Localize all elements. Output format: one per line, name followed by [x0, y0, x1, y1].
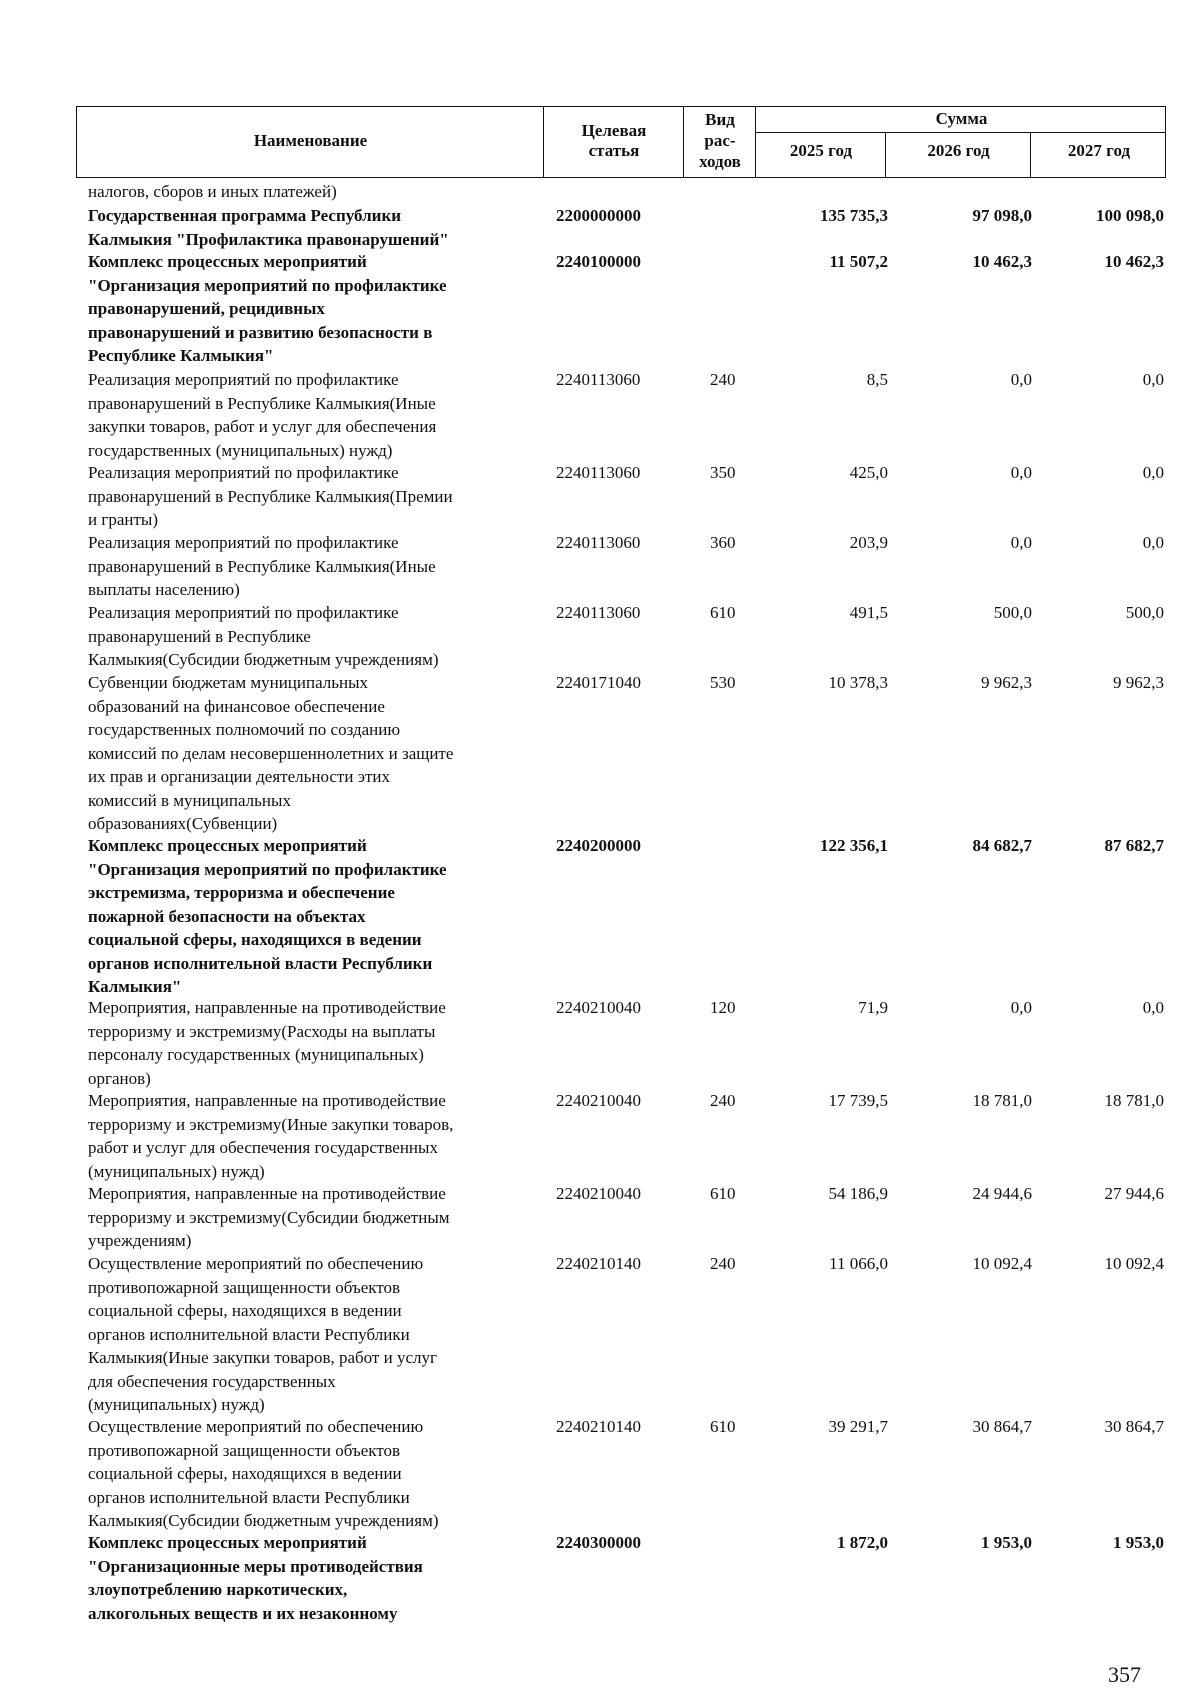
header-year-2025: 2025 год [789, 141, 853, 160]
row-name-line: работ и услуг для обеспечения государственных [88, 1138, 438, 1157]
row-name-line: правонарушений в Республике [88, 626, 311, 646]
row-name-line: Мероприятия, направленные на противодействие [88, 998, 446, 1017]
row-name-line: государственных (муниципальных) нужд) [88, 440, 393, 460]
row-expense-type: 610 [710, 1417, 736, 1436]
row-name-line: Государственная программа Республики [88, 206, 402, 225]
row-name [88, 1182, 538, 1253]
row-name-line: и гранты) [88, 510, 158, 529]
row-name-line: терроризму и экстремизму(Расходы на выплаты [88, 1021, 436, 1041]
row-name-line: (муниципальных) нужд) [88, 1395, 265, 1414]
row-sum-2027: 10 462,3 [1104, 252, 1164, 271]
row-name-line: образований на финансовое обеспечение [88, 696, 385, 716]
row-expense-type: 350 [710, 463, 736, 482]
row-name-line: их прав и организации деятельности этих [88, 767, 391, 786]
row-sum-2026: 1 953,0 [981, 1533, 1032, 1552]
row-name-line: налогов, сборов и иных платежей) [88, 182, 337, 201]
row-name [88, 531, 538, 602]
row-name-line: терроризму и экстремизму(Иные закупки товаров, [88, 1114, 454, 1134]
row-target-article: 2240210040 [556, 998, 641, 1017]
row-name-line: выплаты населению) [88, 580, 240, 599]
row-name [88, 368, 538, 462]
row-name-line: "Организация мероприятий по профилактике [88, 859, 447, 879]
row-name-line: органов) [88, 1068, 151, 1088]
row-expense-type: 240 [710, 370, 736, 389]
row-name-line: социальной сферы, находящихся в ведении [88, 930, 422, 949]
row-sum-2025: 39 291,7 [828, 1417, 888, 1436]
row-name-line: правонарушений и развитию безопасности в [88, 322, 433, 342]
header-vid-line1: Вид [705, 110, 735, 129]
row-sum-2027: 0,0 [1142, 463, 1164, 482]
row-sum-2027: 1 953,0 [1113, 1533, 1164, 1552]
row-name-line: Субвенции бюджетам муниципальных [88, 673, 369, 692]
row-name [88, 1252, 538, 1417]
row-sum-2026: 500,0 [993, 603, 1032, 622]
row-name-line: алкогольных веществ и их незаконному [88, 1603, 398, 1623]
row-name-line: Комплекс процессных мероприятий [88, 252, 367, 271]
row-sum-2026: 18 781,0 [972, 1091, 1032, 1110]
row-name-line: правонарушений в Республике Калмыкия(Премии [88, 486, 453, 506]
row-name-line: противопожарной защищенности объектов [88, 1440, 401, 1460]
row-sum-2027: 100 098,0 [1096, 206, 1164, 225]
row-name-line: закупки товаров, работ и услуг для обеспечения [88, 417, 437, 436]
row-name-line: Реализация мероприятий по профилактике [88, 533, 399, 552]
row-name [88, 996, 538, 1090]
row-name [88, 250, 538, 368]
row-target-article: 2240200000 [556, 836, 641, 855]
row-sum-2027: 500,0 [1125, 603, 1164, 622]
row-target-article: 2240113060 [556, 370, 641, 389]
row-name [88, 461, 538, 532]
row-sum-2027: 18 781,0 [1104, 1091, 1164, 1110]
row-name-line: Осуществление мероприятий по обеспечению [88, 1254, 424, 1273]
header-name: Наименование [253, 131, 368, 150]
row-name [88, 1415, 538, 1533]
row-target-article: 2240100000 [556, 252, 641, 271]
row-name-line: Калмыкия(Субсидии бюджетным учреждениям) [88, 650, 439, 669]
row-name-line: пожарной безопасности на объектах [88, 906, 366, 926]
row-name-line: Реализация мероприятий по профилактике [88, 370, 399, 389]
row-name-line: персоналу государственных (муниципальных) [88, 1045, 424, 1064]
row-name-line: образованиях(Субвенции) [88, 814, 278, 833]
row-sum-2025: 122 356,1 [820, 836, 888, 855]
row-name-line: органов исполнительной власти Республики [88, 953, 433, 973]
row-name-line: Калмыкия" [88, 977, 182, 996]
row-sum-2027: 27 944,6 [1104, 1184, 1164, 1203]
row-sum-2026: 0,0 [1010, 370, 1032, 389]
row-sum-2026: 0,0 [1010, 463, 1032, 482]
row-name-line: Мероприятия, направленные на противодействие [88, 1091, 446, 1110]
row-name-line: органов исполнительной власти Республики [88, 1487, 410, 1507]
row-name-line: комиссий по делам несовершеннолетних и защите [88, 743, 454, 763]
row-name-line: злоупотреблению наркотических, [88, 1580, 348, 1599]
row-name-line: "Организационные меры противодействия [88, 1556, 423, 1576]
row-name-line: правонарушений в Республике Калмыкия(Иные [88, 556, 436, 576]
row-name [88, 204, 538, 251]
header-year-2027: 2027 год [1067, 141, 1131, 160]
row-target-article: 2240113060 [556, 463, 641, 482]
row-name-line: правонарушений в Республике Калмыкия(Иные [88, 393, 436, 413]
row-name-line: противопожарной защищенности объектов [88, 1277, 401, 1297]
row-name [88, 1089, 538, 1183]
row-sum-2026: 0,0 [1010, 998, 1032, 1017]
row-name-line: органов исполнительной власти Республики [88, 1324, 410, 1344]
row-sum-2025: 203,9 [849, 533, 888, 552]
header-year-2026: 2026 год [927, 141, 990, 160]
row-target-article: 2240113060 [556, 603, 641, 622]
row-name-line: экстремизма, терроризма и обеспечение [88, 883, 395, 902]
row-sum-2025: 11 507,2 [829, 252, 888, 271]
header-vid-line3: ходов [699, 152, 741, 171]
row-name-line: (муниципальных) нужд) [88, 1161, 265, 1181]
row-target-article: 2240171040 [556, 673, 641, 692]
row-target-article: 2240210140 [556, 1417, 641, 1436]
row-name-line: терроризму и экстремизму(Субсидии бюджетным [88, 1207, 450, 1227]
row-expense-type: 120 [710, 998, 736, 1017]
row-target-article: 2240300000 [556, 1533, 641, 1552]
row-target-article: 2240210140 [556, 1254, 641, 1273]
row-target-article: 2240210040 [556, 1091, 641, 1110]
row-sum-2025: 491,5 [849, 603, 888, 622]
header-target-line1: Целевая [581, 121, 647, 140]
row-expense-type: 530 [710, 673, 736, 692]
row-name-line: Реализация мероприятий по профилактике [88, 463, 399, 482]
header-vid-line2: рас- [704, 131, 736, 150]
row-target-article: 2200000000 [556, 206, 641, 225]
row-name-line: Комплекс процессных мероприятий [88, 836, 367, 855]
row-name-line: учреждениям) [88, 1231, 192, 1250]
row-sum-2027: 0,0 [1142, 533, 1164, 552]
row-sum-2025: 10 378,3 [828, 673, 888, 692]
row-expense-type: 360 [710, 533, 736, 552]
row-sum-2026: 24 944,6 [972, 1184, 1032, 1203]
row-sum-2027: 9 962,3 [1113, 673, 1164, 692]
row-target-article: 2240113060 [556, 533, 641, 552]
row-name-line: Республике Калмыкия" [88, 346, 274, 365]
row-name-line: Калмыкия(Иные закупки товаров, работ и услуг [88, 1348, 437, 1367]
row-sum-2025: 135 735,3 [820, 206, 888, 225]
row-name [88, 180, 538, 204]
row-sum-2027: 30 864,7 [1104, 1417, 1164, 1436]
row-name-line: социальной сферы, находящихся в ведении [88, 1464, 402, 1483]
row-sum-2026: 0,0 [1010, 533, 1032, 552]
row-expense-type: 240 [710, 1091, 736, 1110]
row-sum-2025: 71,9 [858, 998, 888, 1017]
header-sum: Сумма [935, 109, 988, 128]
row-name [88, 1531, 538, 1625]
row-sum-2027: 0,0 [1142, 370, 1164, 389]
row-name [88, 601, 538, 672]
row-name-line: Мероприятия, направленные на противодействие [88, 1184, 446, 1203]
row-sum-2025: 1 872,0 [837, 1533, 888, 1552]
row-sum-2026: 10 092,4 [972, 1254, 1032, 1273]
row-target-article: 2240210040 [556, 1184, 641, 1203]
row-sum-2025: 54 186,9 [828, 1184, 888, 1203]
row-name-line: правонарушений, рецидивных [88, 299, 325, 318]
row-name-line: комиссий в муниципальных [88, 790, 291, 810]
row-name-line: Реализация мероприятий по профилактике [88, 603, 399, 622]
row-name-line: социальной сферы, находящихся в ведении [88, 1301, 402, 1320]
header-target-line2: статья [588, 141, 640, 160]
row-sum-2025: 8,5 [866, 370, 888, 389]
row-sum-2026: 84 682,7 [972, 836, 1032, 855]
row-name-line: Калмыкия "Профилактика правонарушений" [88, 229, 449, 249]
row-name-line: Комплекс процессных мероприятий [88, 1533, 367, 1552]
row-sum-2026: 10 462,3 [972, 252, 1032, 271]
row-sum-2026: 97 098,0 [972, 206, 1032, 225]
row-name [88, 671, 538, 836]
row-sum-2026: 9 962,3 [981, 673, 1032, 692]
row-sum-2026: 30 864,7 [972, 1417, 1032, 1436]
row-expense-type: 610 [710, 1184, 736, 1203]
page-number: 357 [1108, 1662, 1141, 1687]
row-expense-type: 610 [710, 603, 736, 622]
row-sum-2027: 87 682,7 [1104, 836, 1164, 855]
row-name-line: Калмыкия(Субсидии бюджетным учреждениям) [88, 1511, 439, 1530]
row-expense-type: 240 [710, 1254, 736, 1273]
row-sum-2027: 10 092,4 [1104, 1254, 1164, 1273]
row-sum-2025: 11 066,0 [829, 1254, 888, 1273]
row-name-line: Осуществление мероприятий по обеспечению [88, 1417, 424, 1436]
row-name-line: для обеспечения государственных [88, 1371, 336, 1391]
row-name-line: "Организация мероприятий по профилактике [88, 275, 447, 295]
row-name [88, 834, 538, 999]
row-name-line: государственных полномочий по созданию [88, 720, 401, 739]
row-sum-2027: 0,0 [1142, 998, 1164, 1017]
row-sum-2025: 425,0 [849, 463, 888, 482]
row-sum-2025: 17 739,5 [828, 1091, 888, 1110]
